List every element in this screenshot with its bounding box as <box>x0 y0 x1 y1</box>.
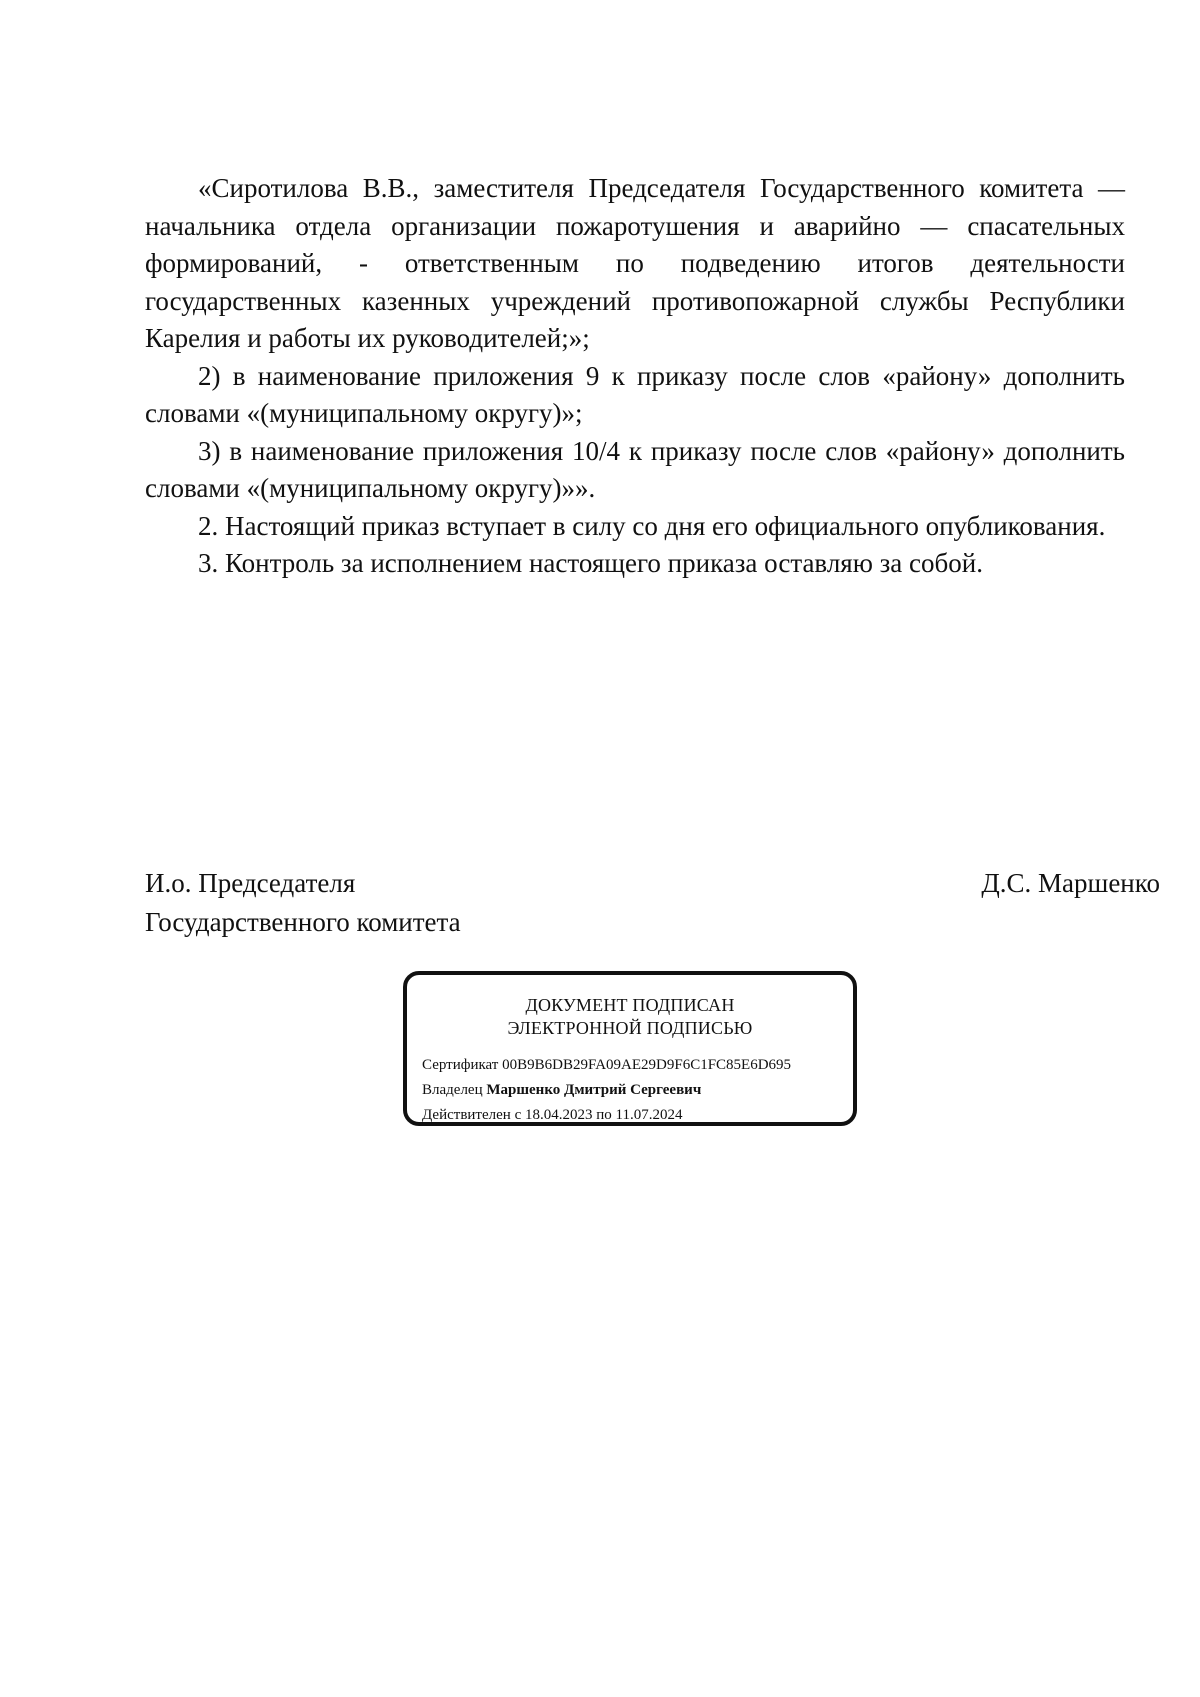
document-body <box>145 170 1125 583</box>
owner-value: Маршенко Дмитрий Сергеевич <box>486 1082 702 1098</box>
valid-from-value: 18.04.2023 <box>524 1107 593 1123</box>
paragraph-item-3: 3) в наименование приложения 10/4 к приказу после слов «району» дополнить словами «(муниципальному округу)»». <box>145 435 1125 503</box>
stamp-title-line-1: ДОКУМЕНТ ПОДПИСАН <box>525 995 735 1015</box>
signatory-position-line-1: И.о. Председателя <box>145 868 356 898</box>
stamp-details <box>422 1053 791 1128</box>
stamp-title <box>407 994 853 1040</box>
signatory-position-line-2: Государственного комитета <box>145 907 461 937</box>
paragraph-control: 3. Контроль за исполнением настоящего приказа оставляю за собой. <box>198 548 983 578</box>
valid-to-value: 11.07.2024 <box>615 1107 683 1123</box>
certificate-label: Сертификат <box>422 1057 499 1073</box>
stamp-certificate-line <box>422 1053 791 1078</box>
signatory-name: Д.С. Маршенко <box>981 868 1160 898</box>
owner-label: Владелец <box>422 1082 483 1098</box>
paragraph-effective-date: 2. Настоящий приказ вступает в силу со дня его официального опубликования. <box>198 510 1106 541</box>
paragraph-appointment: «Сиротилова В.В., заместителя Председателя Государственного комитета — начальника отдела организации пожаротушения и аварийно — спасательных формирований, - ответственным по подведению итогов деятельности государственных казенных учреждений противопожарной службы Республики Карелия и работы их руководителей;»; <box>145 173 1125 353</box>
valid-from-label: с <box>514 1107 522 1123</box>
valid-to-label: по <box>596 1107 612 1123</box>
stamp-title-line-2: ЭЛЕКТРОННОЙ ПОДПИСЬЮ <box>507 1018 753 1038</box>
stamp-owner-line <box>422 1078 791 1103</box>
electronic-signature-stamp <box>403 971 857 1126</box>
valid-label: Действителен <box>422 1107 511 1123</box>
certificate-value: 00B9B6DB29FA09AE29D9F6C1FC85E6D695 <box>502 1057 792 1073</box>
paragraph-item-2: 2) в наименование приложения 9 к приказу после слов «району» дополнить словами «(муниципальному округу)»; <box>145 360 1125 428</box>
stamp-validity-line <box>422 1103 791 1128</box>
signatory-position <box>145 864 645 942</box>
